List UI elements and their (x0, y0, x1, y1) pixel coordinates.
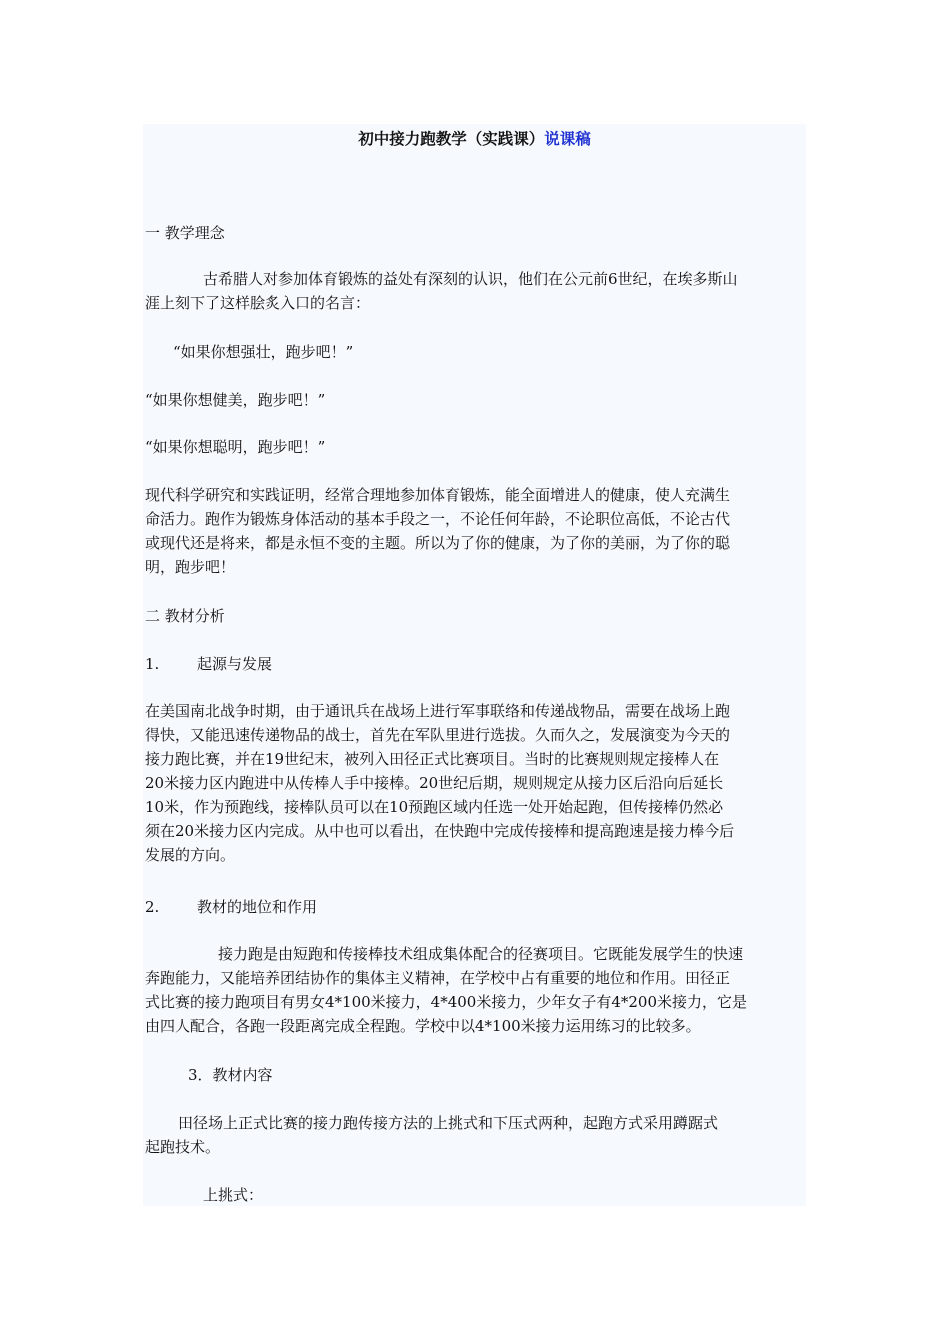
paragraph-origin (145, 699, 805, 867)
item-heading-role (145, 895, 805, 919)
paragraph-line: 得快，又能迅速传递物品的战士，首先在军队里进行选拔。久而久之，发展演变为今天的 (145, 726, 731, 744)
title-accent-link[interactable]: 说课稿 (544, 129, 591, 148)
item-heading-text: 教材的地位和作用 (197, 898, 318, 916)
paragraph-line: 接力跑比赛，并在19世纪末，被列入田径正式比赛项目。当时的比赛规则规定接棒人在 (145, 750, 720, 768)
item-heading-origin (145, 652, 805, 676)
paragraph-line: 命活力。跑作为锻炼身体活动的基本手段之一，不论任何年龄，不论职位高低，不论古代 (145, 510, 731, 528)
paragraph-modern-science (145, 483, 805, 579)
item-number: 1. (145, 655, 160, 673)
quote-smart: “如果你想聪明，跑步吧！” (145, 438, 326, 456)
paragraph-line: 10米，作为预跑线，接棒队员可以在10预跑区域内任选一处开始起跑，但传接棒仍然必 (145, 798, 724, 816)
paragraph-line: 或现代还是将来，都是永恒不变的主题。所以为了你的健康，为了你的美丽，为了你的聪 (145, 534, 731, 552)
document-title (143, 129, 806, 149)
paragraph-content (145, 1111, 805, 1159)
paragraph-role (145, 942, 805, 1038)
paragraph-line: 起跑技术。 (145, 1138, 221, 1156)
quote-strong: “如果你想强壮，跑步吧！” (173, 343, 354, 361)
item-number: 2. (145, 898, 160, 916)
paragraph-line: 接力跑是由短跑和传接棒技术组成集体配合的径赛项目。它既能发展学生的快速 (218, 945, 744, 963)
paragraph-line: 涯上刻下了这样脍炙入口的名言： (145, 294, 371, 312)
subheading-upper-style: 上挑式： (203, 1186, 264, 1204)
item-heading-text: 起源与发展 (197, 655, 273, 673)
document-body (143, 124, 806, 1206)
paragraph-line: 发展的方向。 (145, 846, 236, 864)
title-main: 初中接力跑教学（实践课） (358, 129, 545, 148)
paragraph-line: 古希腊人对参加体育锻炼的益处有深刻的认识，他们在公元前6世纪，在埃多斯山 (203, 270, 738, 288)
paragraph-line: 在美国南北战争时期，由于通讯兵在战场上进行军事联络和传递战物品，需要在战场上跑 (145, 702, 731, 720)
item-heading-content: 3．教材内容 (188, 1066, 273, 1084)
paragraph-line: 奔跑能力，又能培养团结协作的集体主义精神，在学校中占有重要的地位和作用。田径正 (145, 969, 731, 987)
paragraph-line: 式比赛的接力跑项目有男女4*100米接力，4*400米接力，少年女子有4*200米接力，它是 (145, 993, 748, 1011)
quote-beautiful: “如果你想健美，跑步吧！” (145, 391, 326, 409)
paragraph-line: 现代科学研究和实践证明，经常合理地参加体育锻炼，能全面增进人的健康，使人充满生 (145, 486, 731, 504)
paragraph-line: 须在20米接力区内完成。从中也可以看出，在快跑中完成传接棒和提高跑速是接力棒今后 (145, 822, 735, 840)
paragraph-greek-saying (145, 267, 805, 315)
paragraph-line: 20米接力区内跑进中从传棒人手中接棒。20世纪后期，规则规定从接力区后沿向后延长 (145, 774, 724, 792)
paragraph-line: 明，跑步吧！ (145, 558, 236, 576)
section-heading-philosophy: 一 教学理念 (145, 224, 225, 242)
paragraph-line: 由四人配合，各跑一段距离完成全程跑。学校中以4*100米接力运用练习的比较多。 (145, 1017, 701, 1035)
paragraph-line: 田径场上正式比赛的接力跑传接方法的上挑式和下压式两种，起跑方式采用蹲踞式 (178, 1114, 719, 1132)
section-heading-material: 二 教材分析 (145, 607, 225, 625)
